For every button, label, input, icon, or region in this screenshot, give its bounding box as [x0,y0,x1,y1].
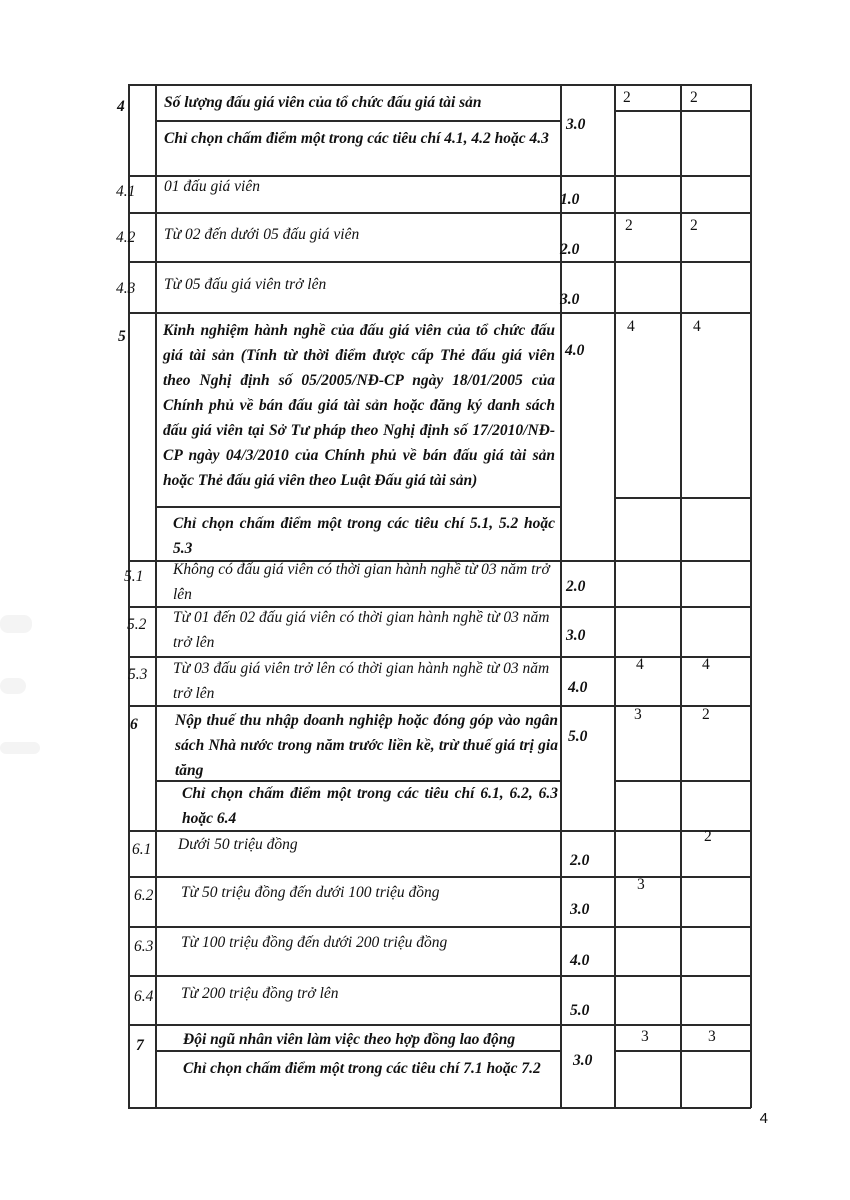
criteria-text: Từ 02 đến dưới 05 đấu giá viên [164,226,360,243]
scan-smudge [0,678,26,694]
criteria-number: 4.2 [116,229,136,246]
score-2: 2 [690,89,698,106]
max-points: 2.0 [560,241,580,258]
score-1: 3 [634,706,642,723]
criteria-number: 5.3 [128,666,148,683]
max-points: 3.0 [573,1052,593,1069]
criteria-number: 5.1 [124,568,144,585]
criteria-text: Từ 50 triệu đồng đến dưới 100 triệu đồng [181,884,440,901]
max-points: 3.0 [566,116,586,133]
criteria-title: Đội ngũ nhân viên làm việc theo hợp đồng lao động [183,1031,516,1048]
score-1: 4 [627,318,635,335]
criteria-text: Từ 200 triệu đồng trở lên [181,985,339,1002]
max-points: 3.0 [566,627,586,644]
criteria-instruction: Chỉ chọn chấm điểm một trong các tiêu chí 7.1 hoặc 7.2 [183,1060,541,1077]
criteria-title: Kinh nghiệm hành nghề của đấu giá viên của tổ chức đấu giá tài sản (Tính từ thời điểm được cấp Thẻ đấu giá viên theo Nghị định số 05/2005/NĐ-CP ngày 18/01/2005 của Chính phủ về bán đấu giá tài sản hoặc đăng ký danh sách đấu giá viên tại Sở Tư pháp theo Nghị định số 17/2010/NĐ-CP ngày 04/3/2010 của Chính phủ về bán đấu giá tài sản hoặc Thẻ đấu giá viên theo Luật Đấu giá tài sản) [163,322,555,489]
criteria-text: Từ 01 đến 02 đấu giá viên có thời gian hành nghề từ 03 năm trở lên [173,609,550,651]
scan-smudge [0,742,40,754]
scan-smudge [0,615,32,633]
score-1: 2 [623,89,631,106]
max-points: 3.0 [570,901,590,918]
max-points: 5.0 [570,1002,590,1019]
criteria-text: Không có đấu giá viên có thời gian hành nghề từ 03 năm trở lên [173,561,550,603]
score-2: 2 [690,217,698,234]
criteria-title: Nộp thuế thu nhập doanh nghiệp hoặc đóng góp vào ngân sách Nhà nước trong năm trước liền kề, trừ thuế giá trị gia tăng [175,712,558,779]
criteria-instruction: Chỉ chọn chấm điểm một trong các tiêu chí 4.1, 4.2 hoặc 4.3 [164,130,549,147]
criteria-text: Từ 100 triệu đồng đến dưới 200 triệu đồng [181,934,448,951]
max-points: 1.0 [560,191,580,208]
criteria-number: 4.1 [116,183,136,200]
max-points: 2.0 [566,578,586,595]
criteria-title: Số lượng đấu giá viên của tổ chức đấu giá tài sản [164,94,482,111]
criteria-number: 7 [136,1037,144,1054]
max-points: 4.0 [565,342,585,359]
score-2: 2 [704,828,712,845]
criteria-text: Từ 03 đấu giá viên trở lên có thời gian hành nghề từ 03 năm trở lên [173,660,550,702]
max-points: 2.0 [570,852,590,869]
score-2: 4 [702,656,710,673]
criteria-text: Từ 05 đấu giá viên trở lên [164,276,327,293]
criteria-number: 6.3 [134,938,154,955]
max-points: 4.0 [570,952,590,969]
criteria-number: 6.1 [132,841,152,858]
criteria-number: 6 [130,716,138,733]
criteria-number: 4.3 [116,280,136,297]
criteria-number: 6.4 [134,988,154,1005]
criteria-number: 5 [118,328,126,345]
criteria-instruction: Chỉ chọn chấm điểm một trong các tiêu chí 6.1, 6.2, 6.3 hoặc 6.4 [182,785,558,827]
criteria-number: 4 [117,98,125,115]
score-1: 3 [637,876,645,893]
score-1: 4 [636,656,644,673]
criteria-text: 01 đấu giá viên [164,178,260,195]
max-points: 3.0 [560,291,580,308]
max-points: 5.0 [568,728,588,745]
max-points: 4.0 [568,679,588,696]
score-2: 4 [693,318,701,335]
criteria-text: Dưới 50 triệu đồng [178,836,298,853]
score-1: 2 [625,217,633,234]
score-1: 3 [641,1028,649,1045]
criteria-number: 5.2 [127,616,147,633]
score-2: 3 [708,1028,716,1045]
criteria-instruction: Chỉ chọn chấm điểm một trong các tiêu chí 5.1, 5.2 hoặc 5.3 [173,515,555,557]
score-2: 2 [702,706,710,723]
page-number: 4 [759,1110,768,1127]
criteria-number: 6.2 [134,887,154,904]
